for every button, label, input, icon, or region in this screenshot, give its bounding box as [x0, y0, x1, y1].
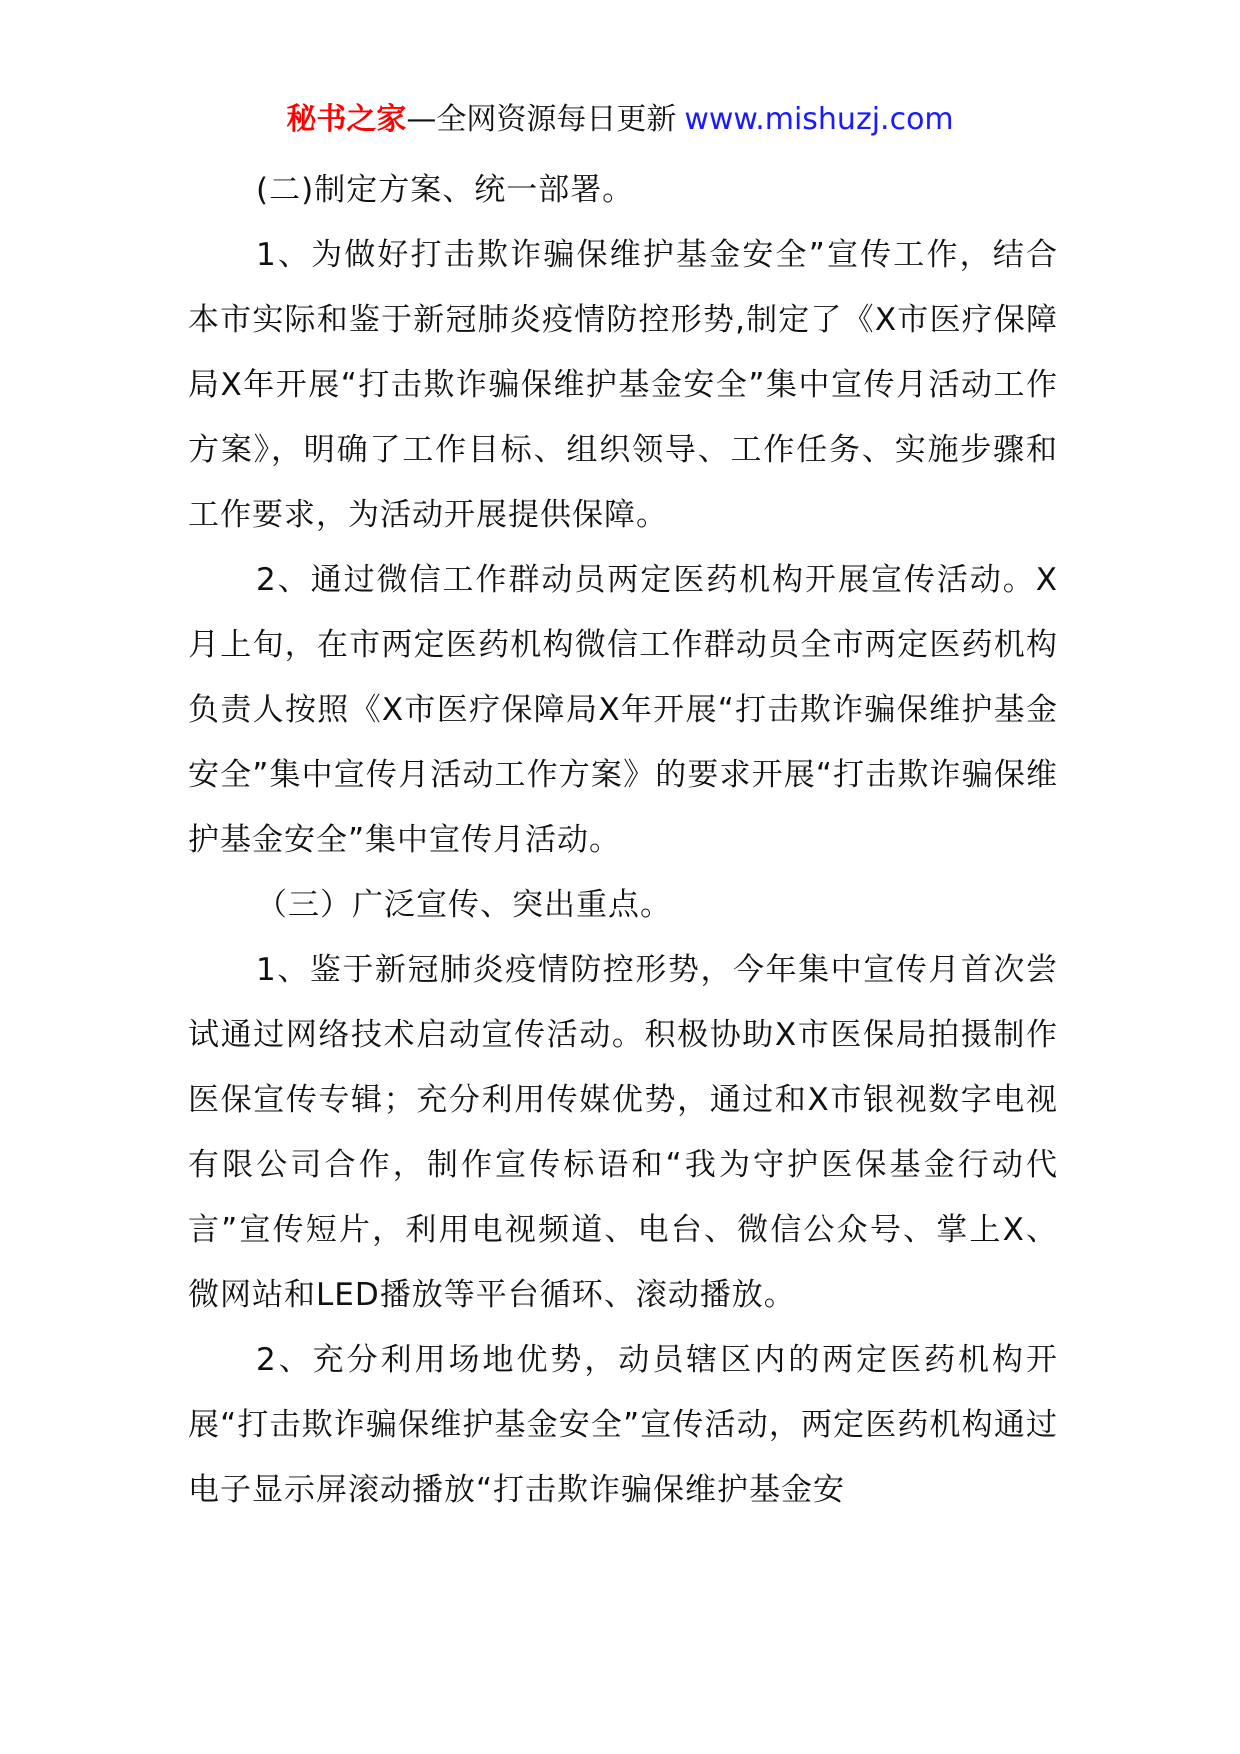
site-brand: 秘书之家	[286, 102, 407, 137]
body-paragraph: 2、通过微信工作群动员两定医药机构开展宣传活动。X月上旬，在市两定医药机构微信工作群动员全市两定医药机构负责人按照《X市医疗保障局X年开展“打击欺诈骗保维护基金安全”集中宣传月活动工作方案》的要求开展“打击欺诈骗保维护基金安全”集中宣传月活动。	[188, 562, 1058, 858]
section-heading-2: (二)制定方案、统一部署。	[256, 172, 635, 208]
document-body	[188, 158, 1058, 1523]
site-header	[0, 100, 1240, 140]
body-paragraph: 1、鉴于新冠肺炎疫情防控形势，今年集中宣传月首次尝试通过网络技术启动宣传活动。积极协助X市医保局拍摄制作医保宣传专辑；充分利用传媒优势，通过和X市银视数字电视有限公司合作，制作宣传标语和“我为守护医保基金行动代言”宣传短片，利用电视频道、电台、微信公众号、掌上X、微网站和LED播放等平台循环、滚动播放。	[188, 952, 1058, 1313]
site-url-link[interactable]: www.mishuzj.com	[684, 102, 954, 137]
site-tagline: —全网资源每日更新	[406, 102, 677, 137]
body-paragraph: 1、为做好打击欺诈骗保维护基金安全”宣传工作，结合本市实际和鉴于新冠肺炎疫情防控形势,制定了《X市医疗保障局X年开展“打击欺诈骗保维护基金安全”集中宣传月活动工作方案》，明确了工作目标、组织领导、工作任务、实施步骤和工作要求，为活动开展提供保障。	[188, 237, 1058, 533]
section-heading-3: （三）广泛宣传、突出重点。	[256, 887, 672, 923]
body-paragraph: 2、充分利用场地优势，动员辖区内的两定医药机构开展“打击欺诈骗保维护基金安全”宣传活动，两定医药机构通过电子显示屏滚动播放“打击欺诈骗保维护基金安	[188, 1342, 1058, 1508]
